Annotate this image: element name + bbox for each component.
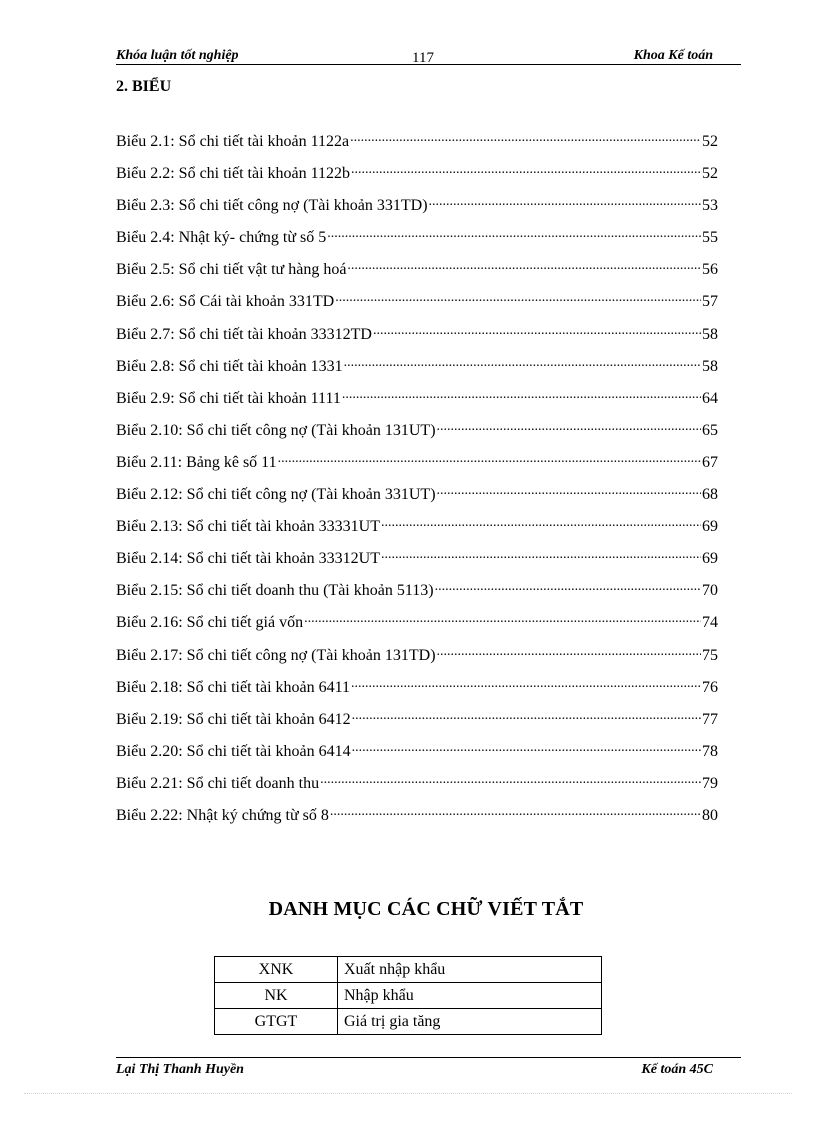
toc-entry-label: Biểu 2.15: Sổ chi tiết doanh thu (Tài khoản 5113) <box>116 582 434 600</box>
table-row <box>215 983 602 1009</box>
toc-leader-dots <box>351 162 701 178</box>
toc-entry <box>116 804 718 836</box>
toc-entry <box>116 130 718 162</box>
header-thesis-label: Khóa luận tốt nghiệp <box>116 48 239 63</box>
toc-leader-dots <box>327 226 701 242</box>
toc-leader-dots <box>429 194 701 210</box>
toc-entry <box>116 708 718 740</box>
toc-entry-page: 69 <box>702 550 718 568</box>
abbreviations-table <box>214 956 602 1035</box>
toc-entry <box>116 162 718 194</box>
toc-entry-label: Biểu 2.12: Sổ chi tiết công nợ (Tài khoản 331UT) <box>116 486 436 504</box>
toc-entry-page: 56 <box>702 261 718 279</box>
toc-entry-page: 65 <box>702 421 718 439</box>
toc-entry-label: Biểu 2.8: Sổ chi tiết tài khoản 1331 <box>116 357 343 375</box>
toc-leader-dots <box>304 611 701 627</box>
toc-entry-page: 57 <box>702 293 718 311</box>
toc-leader-dots <box>320 772 701 788</box>
toc-leader-dots <box>373 323 701 339</box>
toc-entry-page: 67 <box>702 453 718 471</box>
abbreviation-meaning-cell: Xuất nhập khẩu <box>338 957 602 983</box>
toc-entry-page: 52 <box>702 165 718 183</box>
toc-entry <box>116 515 718 547</box>
toc-entry <box>116 387 718 419</box>
toc-entry <box>116 419 718 451</box>
toc-entry-page: 76 <box>702 678 718 696</box>
footer-author: Lại Thị Thanh Huyền <box>116 1062 244 1077</box>
toc-entry-label: Biểu 2.16: Sổ chi tiết giá vốn <box>116 614 304 632</box>
toc-leader-dots <box>352 740 701 756</box>
toc-leader-dots <box>381 547 701 563</box>
page-bottom-divider <box>24 1093 792 1094</box>
toc-entry-page: 58 <box>702 325 718 343</box>
toc-entry-label: Biểu 2.13: Sổ chi tiết tài khoản 33331UT <box>116 518 380 536</box>
toc-entry <box>116 483 718 515</box>
toc-entry-page: 75 <box>702 646 718 664</box>
toc-leader-dots <box>352 708 701 724</box>
toc-entry <box>116 290 718 322</box>
toc-entry-label: Biểu 2.21: Sổ chi tiết doanh thu <box>116 774 320 792</box>
toc-leader-dots <box>347 258 701 274</box>
toc-entry <box>116 676 718 708</box>
abbreviation-cell: GTGT <box>215 1009 338 1035</box>
toc-entry <box>116 579 718 611</box>
toc-entry <box>116 226 718 258</box>
toc-entry-label: Biểu 2.4: Nhật ký- chứng từ số 5 <box>116 229 327 247</box>
toc-entry <box>116 547 718 579</box>
abbreviation-meaning-cell: Nhập khẩu <box>338 983 602 1009</box>
toc-entry-label: Biểu 2.14: Sổ chi tiết tài khoản 33312UT <box>116 550 380 568</box>
toc-entry <box>116 611 718 643</box>
table-of-figures <box>116 130 718 836</box>
footer-class: Kế toán 45C <box>641 1062 713 1077</box>
toc-entry <box>116 772 718 804</box>
abbreviation-cell: NK <box>215 983 338 1009</box>
toc-entry-page: 68 <box>702 486 718 504</box>
toc-entry-label: Biểu 2.20: Sổ chi tiết tài khoản 6414 <box>116 742 351 760</box>
toc-entry-label: Biểu 2.9: Sổ chi tiết tài khoản 1111 <box>116 389 341 407</box>
toc-entry-page: 79 <box>702 774 718 792</box>
toc-entry-label: Biểu 2.5: Sổ chi tiết vật tư hàng hoá <box>116 261 347 279</box>
toc-entry-page: 69 <box>702 518 718 536</box>
toc-entry-label: Biểu 2.7: Sổ chi tiết tài khoản 33312TD <box>116 325 372 343</box>
abbreviations-title: DANH MỤC CÁC CHỮ VIẾT TẮT <box>268 898 584 920</box>
toc-entry-label: Biểu 2.6: Sổ Cái tài khoản 331TD <box>116 293 335 311</box>
toc-entry-page: 55 <box>702 229 718 247</box>
toc-entry-label: Biểu 2.3: Sổ chi tiết công nợ (Tài khoản 331TD) <box>116 197 428 215</box>
toc-entry-label: Biểu 2.2: Sổ chi tiết tài khoản 1122b <box>116 165 351 183</box>
toc-leader-dots <box>435 579 701 595</box>
toc-leader-dots <box>437 483 701 499</box>
toc-entry <box>116 258 718 290</box>
toc-entry-page: 58 <box>702 357 718 375</box>
toc-leader-dots <box>437 644 701 660</box>
header-page-number: 117 <box>412 50 434 66</box>
toc-leader-dots <box>278 451 701 467</box>
toc-entry-label: Biểu 2.1: Sổ chi tiết tài khoản 1122a <box>116 133 350 150</box>
page-footer <box>116 1057 741 1077</box>
toc-entry-label: Biểu 2.10: Sổ chi tiết công nợ (Tài khoản 131UT) <box>116 421 436 439</box>
toc-entry-label: Biểu 2.18: Sổ chi tiết tài khoản 6411 <box>116 678 351 696</box>
toc-entry <box>116 644 718 676</box>
toc-leader-dots <box>330 804 701 820</box>
header-faculty-label: Khoa Kế toán <box>633 48 713 63</box>
toc-entry-page: 53 <box>702 197 718 215</box>
page-header <box>116 48 741 65</box>
toc-entry <box>116 194 718 226</box>
toc-leader-dots <box>350 130 701 146</box>
toc-entry-page: 80 <box>702 806 718 824</box>
section-title: 2. BIỂU <box>116 78 172 95</box>
toc-entry-label: Biểu 2.17: Sổ chi tiết công nợ (Tài khoản 131TD) <box>116 646 436 664</box>
toc-entry-label: Biểu 2.22: Nhật ký chứng từ số 8 <box>116 806 329 824</box>
toc-entry-page: 77 <box>702 710 718 728</box>
toc-entry-page: 52 <box>702 133 718 150</box>
toc-leader-dots <box>437 419 701 435</box>
table-row <box>215 957 602 983</box>
toc-entry <box>116 451 718 483</box>
toc-entry <box>116 740 718 772</box>
abbreviation-meaning-cell: Giá trị gia tăng <box>338 1009 602 1035</box>
toc-entry-label: Biểu 2.11: Bảng kê số 11 <box>116 453 277 471</box>
toc-entry-label: Biểu 2.19: Sổ chi tiết tài khoản 6412 <box>116 710 351 728</box>
toc-leader-dots <box>342 387 701 403</box>
toc-entry-page: 64 <box>702 389 718 407</box>
abbreviation-cell: XNK <box>215 957 338 983</box>
toc-entry <box>116 323 718 355</box>
toc-leader-dots <box>344 355 701 371</box>
toc-leader-dots <box>381 515 701 531</box>
table-row <box>215 1009 602 1035</box>
toc-entry-page: 74 <box>702 614 718 632</box>
toc-entry <box>116 355 718 387</box>
toc-leader-dots <box>335 290 701 306</box>
toc-leader-dots <box>351 676 701 692</box>
toc-entry-page: 70 <box>702 582 718 600</box>
toc-entry-page: 78 <box>702 742 718 760</box>
